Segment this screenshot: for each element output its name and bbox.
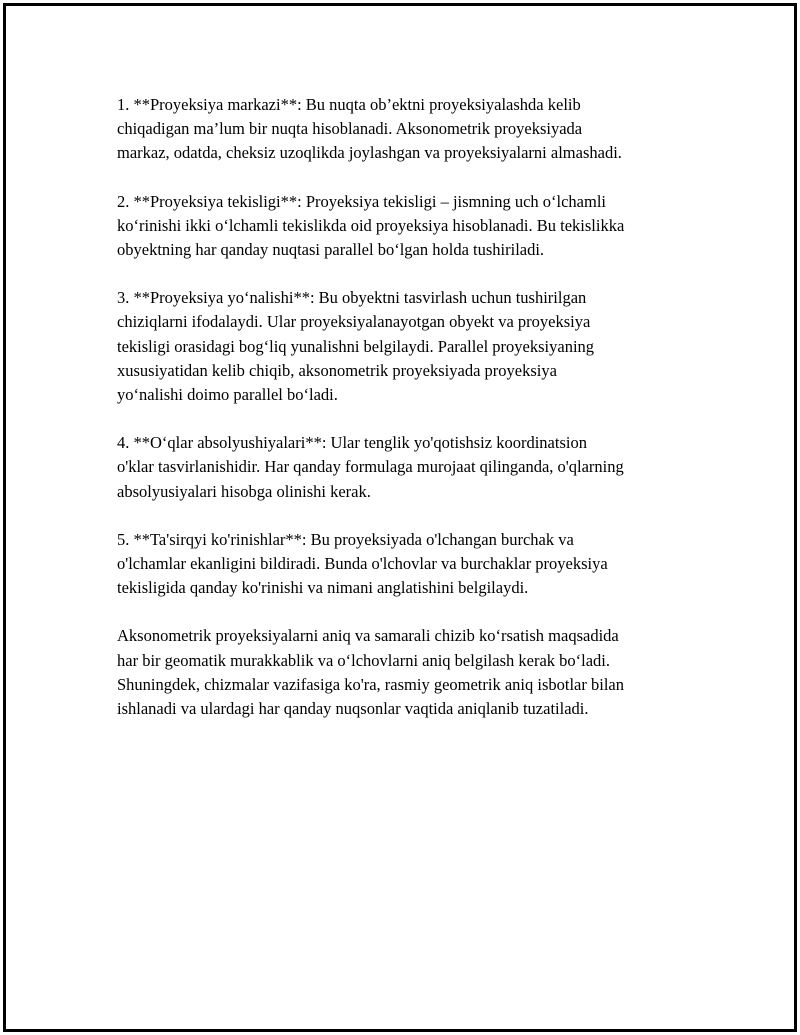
paragraph-projection-plane: 2. **Proyeksiya tekisligi**: Proyeksiya tekisligi – jismning uch o‘lchamli ko‘rinishi ikki o‘lchamli tekislikda oid proyeksiya hisoblanadi. Bu tekislikka obyektning har qanday nuqtasi parallel bo‘lgan holda tushiriladi. [117, 191, 625, 260]
paragraph-conclusion: Aksonometrik proyeksiyalarni aniq va samarali chizib ko‘rsatish maqsadida har bir geomatik murakkablik va o‘lchovlarni aniq belgilash kerak bo‘ladi. Shuningdek, chizmalar vazifasiga ko'ra, rasmiy geometrik aniq isbotlar bilan ishlanadi va ulardagi har qanday nuqsonlar vaqtida aniqlanib tuzatiladi. [117, 626, 624, 719]
paragraph-projection-center: 1. **Proyeksiya markazi**: Bu nuqta ob’ektni proyeksiyalashda kelib chiqadigan ma’lum bir nuqta hisoblanadi. Aksonometrik proyeksiyada markaz, odatda, cheksiz uzoqlikda joylashgan va proyeksiyalarni almashadi. [117, 95, 622, 163]
paragraph-axes-absolutes: 4. **O‘qlar absolyushiyalari**: Ular tenglik yo'qotishsiz koordinatsion o'klar tasvirlanishidir. Har qanday formulaga murojaat qilinganda, o'qlarning absolyusiyalari hisobga olinishi kerak. [117, 433, 624, 501]
paragraph-projection-direction: 3. **Proyeksiya yo‘nalishi**: Bu obyektni tasvirlash uchun tushirilgan chiziqlarni ifodalaydi. Ular proyeksiyalanayotgan obyekt va proyeksiya tekisligi orasidagi bog‘liq yunalishni belgilaydi. Parallel proyeksiyaning xususiyatidan kelib chiqib, aksonometrik proyeksiyada proyeksiya yo‘nalishi doimo parallel bo‘ladi. [117, 288, 595, 405]
document-body [117, 93, 697, 745]
paragraph-effective-views: 5. **Ta'sirqyi ko'rinishlar**: Bu proyeksiyada o'lchangan burchak va o'lchamlar ekanligini bildiradi. Bunda o'lchovlar va burchaklar proyeksiya tekisligida qanday ko'rinishi va nimani anglatishini belgilaydi. [117, 529, 608, 598]
